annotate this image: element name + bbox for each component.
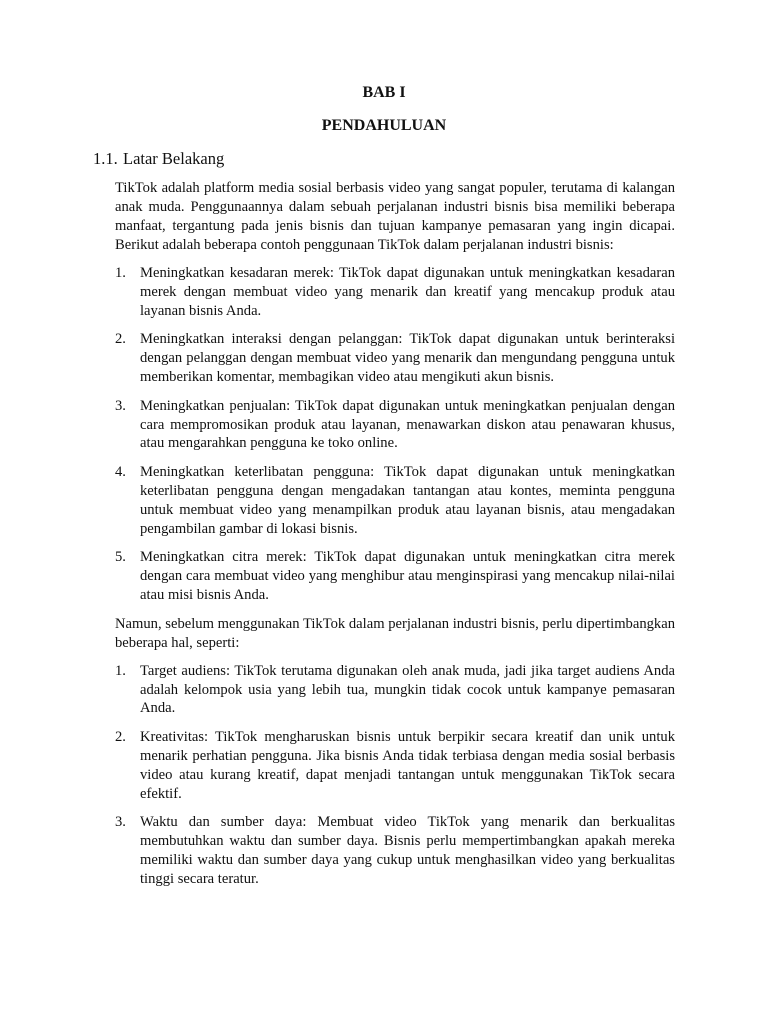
- list-item: [115, 813, 675, 888]
- list-item-number: 1.: [115, 265, 126, 281]
- list-item-number: 5.: [115, 549, 126, 566]
- list-item-number: 2.: [115, 331, 126, 348]
- list-item: [115, 548, 675, 604]
- list-item: [115, 264, 675, 320]
- list-item-number: 4.: [115, 464, 126, 481]
- list-item-number: 2.: [115, 729, 126, 746]
- list-item: [115, 330, 675, 386]
- list-item-text: Waktu dan sumber daya: Membuat video TikTok yang menarik dan berkualitas membutuhkan waktu dan sumber daya. Bisnis perlu mempertimbangkan apakah mereka memiliki waktu dan sumber daya yang cukup untuk menghasilkan video yang berkualitas tinggi secara teratur.: [140, 814, 675, 887]
- transition-paragraph: Namun, sebelum menggunakan TikTok dalam perjalanan industri bisnis, perlu dipertimbangkan beberapa hal, seperti:: [115, 615, 675, 651]
- section-title: Latar Belakang: [123, 149, 225, 168]
- benefits-list: [115, 264, 675, 605]
- considerations-list: [115, 662, 675, 889]
- list-item: [115, 728, 675, 803]
- list-item-text: Meningkatkan keterlibatan pengguna: TikTok dapat digunakan untuk meningkatkan keterlibatan pengguna dengan mengadakan tantangan atau kontes, meminta pengguna untuk membuat video yang menampilkan produk atau layanan bisnis, atau mengadakan pengambilan gambar di lokasi bisnis.: [140, 464, 675, 537]
- list-item-text: Kreativitas: TikTok mengharuskan bisnis untuk berpikir secara kreatif dan unik untuk menarik perhatian pengguna. Jika bisnis Anda tidak terbiasa dengan media sosial berbasis video atau kurang kreatif, dapat menjadi tantangan untuk menggunakan TikTok secara efektif.: [140, 729, 675, 802]
- list-item-number: 3.: [115, 397, 126, 414]
- section-number: 1.1.: [93, 149, 118, 168]
- list-item-text: Meningkatkan interaksi dengan pelanggan: TikTok dapat digunakan untuk berinteraksi dengan pelanggan dengan membuat video yang menarik dan mengundang pengguna untuk memberikan komentar, membagikan video atau mengikuti akun bisnis.: [140, 331, 675, 385]
- intro-paragraph: TikTok adalah platform media sosial berbasis video yang sangat populer, terutama di kalangan anak muda. Penggunaannya dalam sebuah perjalanan industri bisnis bisa memiliki beberapa manfaat, tergantung pada jenis bisnis dan tujuan kampanye pemasaran yang ingin dicapai. Berikut adalah beberapa contoh penggunaan TikTok dalam perjalanan industri bisnis:: [115, 180, 675, 253]
- list-item-text: Meningkatkan kesadaran merek: TikTok dapat digunakan untuk meningkatkan kesadaran merek dengan membuat video yang menarik dan kreatif yang mencakup produk atau layanan bisnis Anda.: [140, 265, 675, 319]
- list-item-text: Meningkatkan citra merek: TikTok dapat digunakan untuk meningkatkan citra merek dengan cara membuat video yang menghibur atau menginspirasi yang mencakup nilai-nilai atau misi bisnis Anda.: [140, 549, 675, 603]
- chapter-number: BAB I: [362, 84, 406, 101]
- list-item-text: Meningkatkan penjualan: TikTok dapat digunakan untuk meningkatkan penjualan dengan cara mempromosikan produk atau layanan, menawarkan diskon atau penawaran khusus, atau mengarahkan pengguna ke toko online.: [140, 397, 675, 452]
- list-item-number: 3.: [115, 814, 126, 831]
- list-item: [115, 662, 675, 718]
- list-item: [115, 397, 675, 453]
- list-item-text: Target audiens: TikTok terutama digunakan oleh anak muda, jadi jika target audiens Anda adalah kelompok usia yang lebih tua, mungkin tidak cocok untuk kampanye pemasaran Anda.: [140, 662, 675, 717]
- section-heading: [93, 149, 675, 169]
- list-item-number: 1.: [115, 662, 126, 679]
- chapter-title: PENDAHULUAN: [321, 117, 447, 134]
- list-item: [115, 463, 675, 538]
